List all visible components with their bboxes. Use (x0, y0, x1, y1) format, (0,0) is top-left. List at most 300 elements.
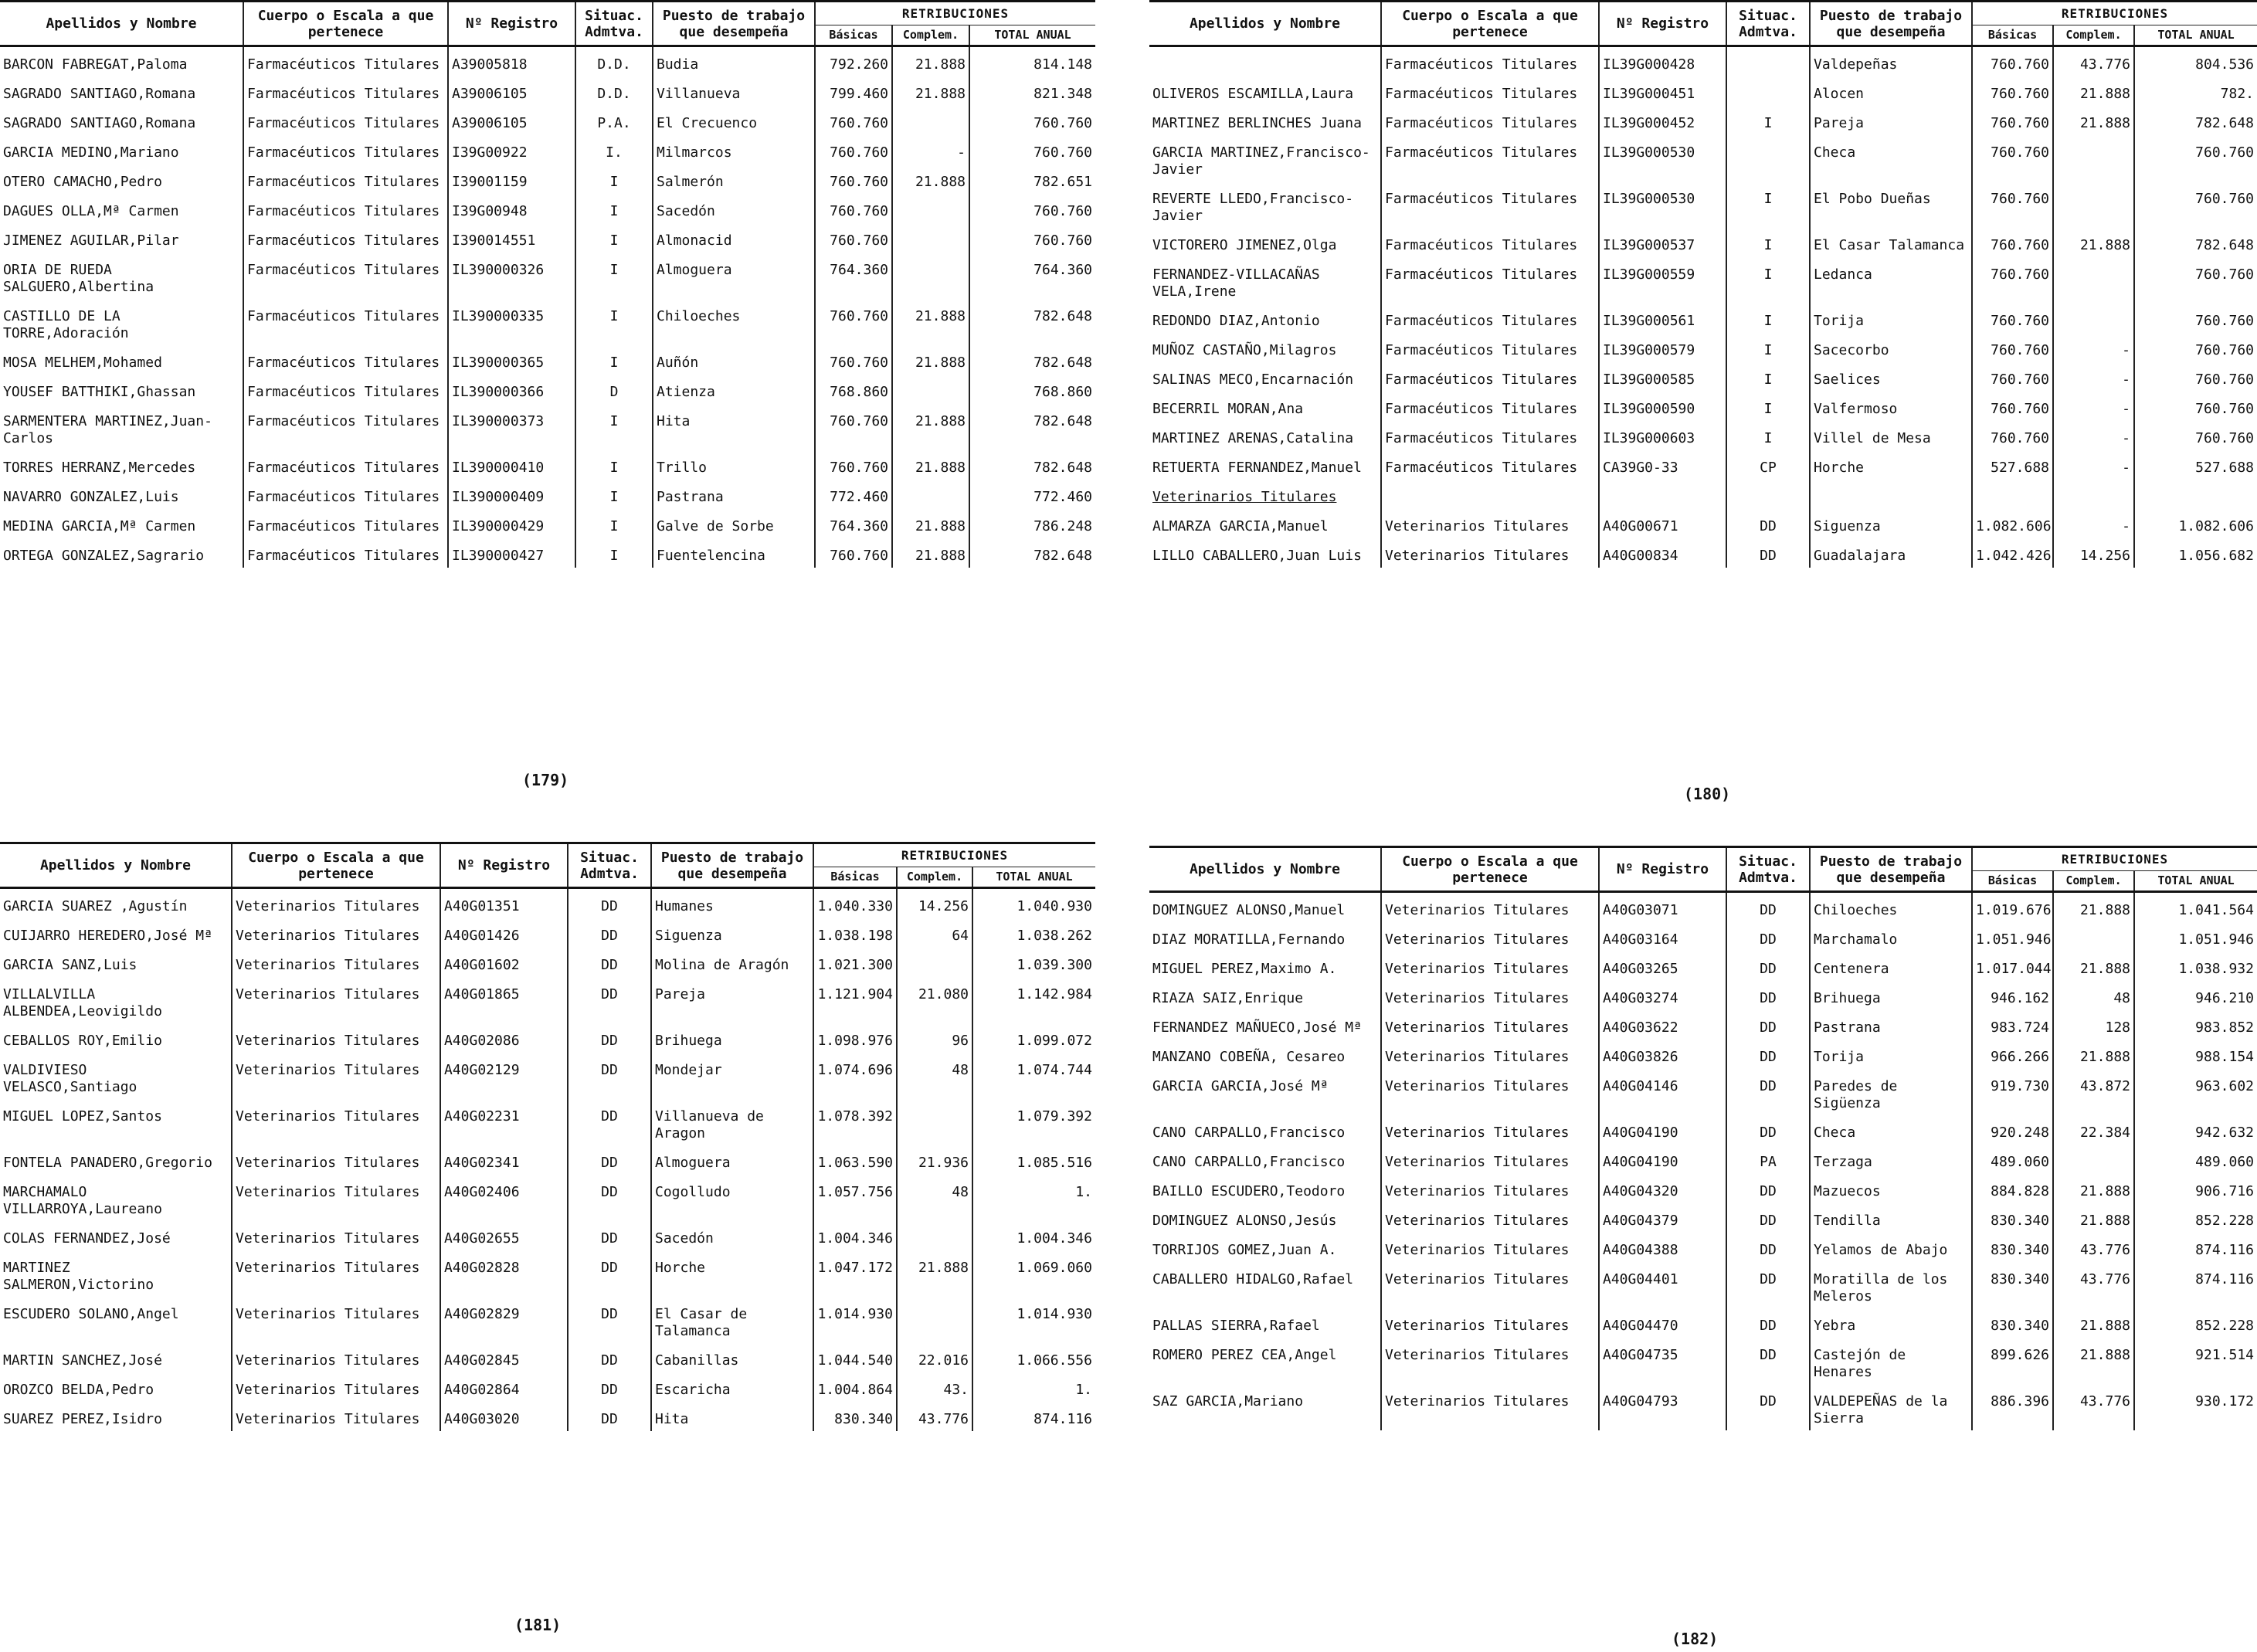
cell-situacion: I (575, 299, 653, 345)
cell-complem (892, 375, 969, 404)
cell-name: VILLALVILLA ALBENDEA,Leovigildo (3, 986, 162, 1019)
cell-situacion: CP (1726, 450, 1810, 480)
cell-situacion: DD (568, 1053, 651, 1099)
cell-registro: A40G02231 (440, 1099, 568, 1145)
cell-total: 782.648 (969, 345, 1095, 375)
cell-name: MEDINA GARCIA,Mª Carmen (3, 518, 196, 534)
cell-cuerpo: Farmacéuticos Titulares (243, 509, 448, 538)
cell-puesto: Checa (1810, 135, 1972, 181)
cell-puesto: Yebra (1810, 1308, 1972, 1338)
cell-situacion: DD (1726, 1115, 1810, 1145)
cell-complem: 21.888 (892, 46, 969, 77)
cell-cuerpo: Veterinarios Titulares (1381, 1384, 1599, 1430)
cell-name: GARCIA GARCIA,José Mª (1152, 1078, 1329, 1094)
cell-cuerpo (1381, 480, 1599, 509)
cell-total: 782. (2134, 76, 2257, 106)
header-puesto: Puesto de trabajo que desempeña (1810, 2, 1972, 46)
cell-complem: - (2053, 421, 2134, 450)
cell-situacion: DD (568, 948, 651, 977)
cell-situacion: DD (1726, 1233, 1810, 1262)
cell-registro: A40G04190 (1599, 1115, 1726, 1145)
cell-basicas: 489.060 (1972, 1145, 2053, 1174)
cell-total: 1.074.744 (972, 1053, 1095, 1099)
cell-total: 1.038.932 (2134, 952, 2257, 981)
cell-puesto: Mondejar (651, 1053, 813, 1099)
cell-registro: A39006105 (448, 76, 575, 106)
cell-name: CUIJARRO HEREDERO,José Mª (3, 928, 212, 944)
header-registro: Nº Registro (1599, 2, 1726, 46)
header-retribuciones: RETRIBUCIONES (1972, 847, 2257, 871)
table-row (1149, 1338, 2257, 1384)
cell-total: 760.760 (2134, 421, 2257, 450)
personnel-table (1149, 0, 2257, 568)
table-row (1149, 952, 2257, 981)
cell-complem: 21.888 (892, 76, 969, 106)
cell-complem: 21.888 (2053, 76, 2134, 106)
cell-puesto: Humanes (651, 888, 813, 919)
cell-cuerpo: Farmacéuticos Titulares (243, 46, 448, 77)
cell-cuerpo: Farmacéuticos Titulares (1381, 421, 1599, 450)
table-row (1149, 480, 2257, 509)
cell-total: 1.040.930 (972, 888, 1095, 919)
table-row (0, 1343, 1095, 1372)
cell-basicas: 1.042.426 (1972, 538, 2053, 568)
cell-cuerpo: Veterinarios Titulares (1381, 1338, 1599, 1384)
cell-cuerpo: Farmacéuticos Titulares (243, 223, 448, 253)
cell-registro: A40G02864 (440, 1372, 568, 1402)
cell-total: 1. (972, 1372, 1095, 1402)
cell-complem: 21.888 (2053, 1174, 2134, 1203)
cell-registro: A40G03071 (1599, 892, 1726, 923)
cell-total: 760.760 (2134, 257, 2257, 304)
cell-puesto: El Casar de Talamanca (651, 1297, 813, 1343)
cell-total: 963.602 (2134, 1069, 2257, 1115)
cell-puesto: Ledanca (1810, 257, 1972, 304)
cell-cuerpo: Farmacéuticos Titulares (1381, 181, 1599, 228)
table-row (0, 76, 1095, 106)
cell-name: BECERRIL MORAN,Ana (1152, 401, 1304, 417)
cell-complem: 96 (897, 1023, 972, 1053)
cell-name: ROMERO PEREZ CEA,Angel (1152, 1347, 1337, 1363)
cell-basicas: 760.760 (1972, 228, 2053, 257)
cell-cuerpo: Veterinarios Titulares (1381, 892, 1599, 923)
header-name: Apellidos y Nombre (1149, 847, 1381, 892)
header-retribuciones: RETRIBUCIONES (1972, 2, 2257, 25)
cell-registro: A39006105 (448, 106, 575, 135)
cell-cuerpo: Farmacéuticos Titulares (243, 450, 448, 480)
table-body (1149, 892, 2257, 1431)
cell-cuerpo: Veterinarios Titulares (232, 1023, 440, 1053)
cell-puesto: Sacedón (651, 1221, 813, 1250)
cell-total: 852.228 (2134, 1308, 2257, 1338)
cell-cuerpo: Veterinarios Titulares (1381, 1010, 1599, 1040)
cell-basicas: 760.760 (815, 538, 892, 568)
header-cuerpo: Cuerpo o Escala a que pertenece (1381, 2, 1599, 46)
cell-complem: 43.872 (2053, 1069, 2134, 1115)
cell-basicas: 760.760 (815, 450, 892, 480)
table-row (0, 1053, 1095, 1099)
page-181 (0, 842, 1095, 1652)
cell-puesto: Torija (1810, 1040, 1972, 1069)
cell-cuerpo: Veterinarios Titulares (1381, 538, 1599, 568)
cell-puesto: Pastrana (653, 480, 815, 509)
cell-name: GARCIA SANZ,Luis (3, 957, 137, 973)
cell-cuerpo: Veterinarios Titulares (1381, 1174, 1599, 1203)
header-cuerpo: Cuerpo o Escala a que pertenece (243, 2, 448, 46)
table-row (1149, 892, 2257, 923)
cell-registro: A40G01351 (440, 888, 568, 919)
header-total: TOTAL ANUAL (972, 867, 1095, 888)
cell-basicas: 760.760 (1972, 257, 2053, 304)
cell-basicas: 1.051.946 (1972, 922, 2053, 952)
cell-basicas: 760.760 (1972, 46, 2053, 77)
table-row (0, 888, 1095, 919)
cell-cuerpo: Farmacéuticos Titulares (243, 165, 448, 194)
table-row (1149, 1262, 2257, 1308)
cell-basicas: 830.340 (1972, 1308, 2053, 1338)
cell-registro: A40G04793 (1599, 1384, 1726, 1430)
header-retribuciones: RETRIBUCIONES (813, 843, 1095, 867)
cell-situacion: DD (1726, 922, 1810, 952)
cell-cuerpo: Veterinarios Titulares (1381, 952, 1599, 981)
table-row (1149, 509, 2257, 538)
cell-name: GARCIA MEDINO,Mariano (3, 144, 179, 161)
cell-puesto: Hita (651, 1402, 813, 1431)
cell-basicas: 1.040.330 (813, 888, 897, 919)
cell-puesto: Chiloeches (1810, 892, 1972, 923)
cell-registro: I39001159 (448, 165, 575, 194)
page-179 (0, 0, 1095, 803)
cell-basicas: 1.098.976 (813, 1023, 897, 1053)
cell-basicas: 1.121.904 (813, 977, 897, 1023)
cell-registro: A40G04470 (1599, 1308, 1726, 1338)
cell-total: 1.056.682 (2134, 538, 2257, 568)
cell-puesto: Horche (651, 1250, 813, 1297)
cell-cuerpo: Veterinarios Titulares (1381, 1069, 1599, 1115)
cell-basicas (1972, 480, 2053, 509)
table-row (1149, 362, 2257, 392)
cell-registro: IL39G000537 (1599, 228, 1726, 257)
cell-complem (892, 223, 969, 253)
cell-total: 1.014.930 (972, 1297, 1095, 1343)
table-row (1149, 1384, 2257, 1430)
cell-basicas: 1.017.044 (1972, 952, 2053, 981)
cell-name: REVERTE LLEDO,Francisco-Javier (1152, 191, 1354, 224)
cell-total: 942.632 (2134, 1115, 2257, 1145)
cell-name: VALDIVIESO VELASCO,Santiago (3, 1062, 137, 1095)
cell-complem: - (892, 135, 969, 165)
header-puesto: Puesto de trabajo que desempeña (653, 2, 815, 46)
cell-name: FERNANDEZ MAÑUECO,José Mª (1152, 1019, 1362, 1036)
cell-puesto: Cabanillas (651, 1343, 813, 1372)
cell-basicas: 760.760 (815, 135, 892, 165)
header-basicas: Básicas (813, 867, 897, 888)
cell-puesto: Chiloeches (653, 299, 815, 345)
cell-basicas: 799.460 (815, 76, 892, 106)
cell-registro: IL390000373 (448, 404, 575, 450)
cell-name: BAILLO ESCUDERO,Teodoro (1152, 1183, 1346, 1199)
cell-name: DAGUES OLLA,Mª Carmen (3, 203, 179, 219)
cell-cuerpo: Veterinarios Titulares (232, 1145, 440, 1175)
cell-situacion: DD (568, 1343, 651, 1372)
cell-puesto: Almoguera (653, 253, 815, 299)
cell-total (2134, 480, 2257, 509)
header-situacion: Situac. Admtva. (1726, 2, 1810, 46)
table-body (0, 46, 1095, 568)
cell-registro: A40G04735 (1599, 1338, 1726, 1384)
cell-situacion: D.D. (575, 76, 653, 106)
cell-puesto: Terzaga (1810, 1145, 1972, 1174)
table-row (0, 1250, 1095, 1297)
cell-total: 946.210 (2134, 981, 2257, 1010)
cell-name: OTERO CAMACHO,Pedro (3, 174, 162, 190)
cell-basicas: 760.760 (815, 345, 892, 375)
cell-total: 760.760 (2134, 333, 2257, 362)
cell-total: 1.085.516 (972, 1145, 1095, 1175)
cell-cuerpo: Veterinarios Titulares (232, 948, 440, 977)
cell-basicas: 760.760 (1972, 392, 2053, 421)
cell-basicas: 760.760 (815, 106, 892, 135)
cell-registro: A40G03622 (1599, 1010, 1726, 1040)
cell-complem: 14.256 (897, 888, 972, 919)
cell-cuerpo: Farmacéuticos Titulares (243, 299, 448, 345)
cell-complem: 48 (2053, 981, 2134, 1010)
cell-puesto: Horche (1810, 450, 1972, 480)
table-row (1149, 450, 2257, 480)
cell-cuerpo: Veterinarios Titulares (1381, 1203, 1599, 1233)
header-name: Apellidos y Nombre (1149, 2, 1381, 46)
cell-situacion: DD (1726, 1338, 1810, 1384)
cell-basicas: 1.044.540 (813, 1343, 897, 1372)
cell-situacion: DD (568, 888, 651, 919)
cell-name: REDONDO DIAZ,Antonio (1152, 313, 1320, 329)
cell-total: 874.116 (2134, 1262, 2257, 1308)
cell-situacion: DD (1726, 1010, 1810, 1040)
cell-registro: CA39G0-33 (1599, 450, 1726, 480)
cell-basicas: 1.074.696 (813, 1053, 897, 1099)
cell-registro: A40G04320 (1599, 1174, 1726, 1203)
cell-total: 782.648 (969, 404, 1095, 450)
cell-complem (2053, 181, 2134, 228)
cell-situacion: I (1726, 228, 1810, 257)
cell-total: 906.716 (2134, 1174, 2257, 1203)
cell-name: MARTINEZ SALMERON,Victorino (3, 1260, 154, 1293)
cell-name: YOUSEF BATTHIKI,Ghassan (3, 384, 196, 400)
cell-name: SAZ GARCIA,Mariano (1152, 1393, 1304, 1409)
table-row (0, 948, 1095, 977)
cell-registro: IL390000326 (448, 253, 575, 299)
cell-registro: A40G02828 (440, 1250, 568, 1297)
cell-situacion: DD (1726, 538, 1810, 568)
cell-registro: A40G00834 (1599, 538, 1726, 568)
header-situacion: Situac. Admtva. (568, 843, 651, 888)
table-row (0, 194, 1095, 223)
cell-basicas: 1.004.346 (813, 1221, 897, 1250)
cell-complem: 43. (897, 1372, 972, 1402)
cell-basicas: 830.340 (1972, 1233, 2053, 1262)
cell-registro: A39005818 (448, 46, 575, 77)
cell-registro: IL390000366 (448, 375, 575, 404)
cell-cuerpo: Veterinarios Titulares (232, 1221, 440, 1250)
cell-name: SAGRADO SANTIAGO,Romana (3, 86, 196, 102)
cell-total: 930.172 (2134, 1384, 2257, 1430)
cell-complem (892, 480, 969, 509)
table-row (0, 345, 1095, 375)
cell-cuerpo: Veterinarios Titulares (232, 1343, 440, 1372)
cell-complem: 21.888 (2053, 1308, 2134, 1338)
cell-basicas: 792.260 (815, 46, 892, 77)
cell-puesto: Torija (1810, 304, 1972, 333)
page-number: (182) (1672, 1630, 1719, 1648)
header-total: TOTAL ANUAL (2134, 871, 2257, 892)
cell-registro: A40G03164 (1599, 922, 1726, 952)
cell-complem: 21.888 (2053, 1203, 2134, 1233)
cell-complem: 21.888 (892, 345, 969, 375)
cell-registro: A40G04379 (1599, 1203, 1726, 1233)
personnel-table (0, 842, 1095, 1431)
cell-total: 760.760 (969, 106, 1095, 135)
table-row (1149, 333, 2257, 362)
cell-puesto: El Crecuenco (653, 106, 815, 135)
cell-basicas: 760.760 (1972, 135, 2053, 181)
cell-situacion: DD (1726, 981, 1810, 1010)
cell-situacion: DD (568, 977, 651, 1023)
cell-name: CASTILLO DE LA TORRE,Adoración (3, 308, 129, 341)
cell-basicas: 760.760 (815, 194, 892, 223)
cell-situacion: DD (568, 1023, 651, 1053)
cell-total: 782.648 (2134, 106, 2257, 135)
cell-situacion: DD (1726, 892, 1810, 923)
cell-name: FERNANDEZ-VILLACAÑAS VELA,Irene (1152, 266, 1320, 300)
table-row (1149, 181, 2257, 228)
cell-complem (897, 948, 972, 977)
cell-cuerpo: Farmacéuticos Titulares (1381, 106, 1599, 135)
cell-total: 1.069.060 (972, 1250, 1095, 1297)
table-row (1149, 135, 2257, 181)
cell-name: ESCUDERO SOLANO,Angel (3, 1306, 179, 1322)
cell-cuerpo: Veterinarios Titulares (1381, 922, 1599, 952)
cell-registro: A40G01602 (440, 948, 568, 977)
cell-complem: - (2053, 392, 2134, 421)
cell-basicas: 1.047.172 (813, 1250, 897, 1297)
cell-name: DOMINGUEZ ALONSO,Manuel (1152, 902, 1346, 918)
cell-puesto: Castejón de Henares (1810, 1338, 1972, 1384)
cell-name: TORRES HERRANZ,Mercedes (3, 460, 196, 476)
cell-total: 782.648 (2134, 228, 2257, 257)
cell-name: ORIA DE RUEDA SALGUERO,Albertina (3, 262, 154, 295)
cell-basicas: 760.760 (1972, 421, 2053, 450)
cell-total: 821.348 (969, 76, 1095, 106)
table-row (0, 223, 1095, 253)
cell-total: 1. (972, 1175, 1095, 1221)
cell-cuerpo: Farmacéuticos Titulares (1381, 46, 1599, 77)
cell-situacion: DD (1726, 1262, 1810, 1308)
cell-situacion: I (1726, 106, 1810, 135)
table-row (1149, 106, 2257, 135)
cell-situacion: DD (1726, 1040, 1810, 1069)
header-registro: Nº Registro (440, 843, 568, 888)
cell-puesto: Moratilla de los Meleros (1810, 1262, 1972, 1308)
cell-complem: 22.016 (897, 1343, 972, 1372)
cell-cuerpo: Veterinarios Titulares (232, 888, 440, 919)
cell-complem (2053, 257, 2134, 304)
cell-total: 1.082.606 (2134, 509, 2257, 538)
table-row (0, 165, 1095, 194)
cell-basicas: 760.760 (1972, 333, 2053, 362)
cell-complem: 21.888 (2053, 228, 2134, 257)
cell-situacion: I (1726, 362, 1810, 392)
cell-puesto: Centenera (1810, 952, 1972, 981)
cell-total: 772.460 (969, 480, 1095, 509)
cell-cuerpo: Veterinarios Titulares (1381, 509, 1599, 538)
cell-puesto: Valfermoso (1810, 392, 1972, 421)
cell-cuerpo: Veterinarios Titulares (1381, 1308, 1599, 1338)
cell-name: BARCON FABREGAT,Paloma (3, 56, 188, 73)
cell-total: 1.099.072 (972, 1023, 1095, 1053)
cell-complem: 21.888 (2053, 1040, 2134, 1069)
personnel-table (1149, 846, 2257, 1430)
table-row (0, 253, 1095, 299)
cell-registro: IL39G000585 (1599, 362, 1726, 392)
cell-registro: IL390000410 (448, 450, 575, 480)
cell-complem (897, 1099, 972, 1145)
header-complem: Complem. (892, 25, 969, 46)
cell-registro: A40G03020 (440, 1402, 568, 1431)
cell-name: FONTELA PANADERO,Gregorio (3, 1155, 212, 1171)
cell-total: 1.004.346 (972, 1221, 1095, 1250)
cell-cuerpo: Farmacéuticos Titulares (243, 253, 448, 299)
cell-basicas: 527.688 (1972, 450, 2053, 480)
cell-name: MOSA MELHEM,Mohamed (3, 354, 162, 371)
cell-registro: IL39G000590 (1599, 392, 1726, 421)
cell-complem: 43.776 (897, 1402, 972, 1431)
cell-registro: A40G01426 (440, 918, 568, 948)
cell-situacion: DD (568, 1221, 651, 1250)
cell-cuerpo: Farmacéuticos Titulares (1381, 333, 1599, 362)
cell-complem: 21.080 (897, 977, 972, 1023)
cell-cuerpo: Veterinarios Titulares (232, 1402, 440, 1431)
header-retribuciones: RETRIBUCIONES (815, 2, 1095, 25)
cell-complem: 21.888 (892, 538, 969, 568)
cell-total: 804.536 (2134, 46, 2257, 77)
cell-name: PALLAS SIERRA,Rafael (1152, 1318, 1320, 1334)
cell-puesto: Marchamalo (1810, 922, 1972, 952)
cell-basicas: 1.021.300 (813, 948, 897, 977)
cell-name: TORRIJOS GOMEZ,Juan A. (1152, 1242, 1337, 1258)
cell-complem: 43.776 (2053, 1262, 2134, 1308)
cell-situacion: I (575, 538, 653, 568)
cell-puesto: Pareja (651, 977, 813, 1023)
header-basicas: Básicas (1972, 871, 2053, 892)
cell-puesto: Sacedón (653, 194, 815, 223)
cell-situacion: I (575, 223, 653, 253)
table-row (1149, 421, 2257, 450)
cell-registro: A40G04401 (1599, 1262, 1726, 1308)
header-situacion: Situac. Admtva. (575, 2, 653, 46)
cell-puesto: Guadalajara (1810, 538, 1972, 568)
cell-puesto: El Casar Talamanca (1810, 228, 1972, 257)
cell-basicas: 983.724 (1972, 1010, 2053, 1040)
cell-puesto: Pareja (1810, 106, 1972, 135)
cell-basicas: 760.760 (815, 404, 892, 450)
cell-name: LILLO CABALLERO,Juan Luis (1152, 548, 1362, 564)
cell-total: 852.228 (2134, 1203, 2257, 1233)
cell-cuerpo: Farmacéuticos Titulares (243, 404, 448, 450)
cell-basicas: 1.004.864 (813, 1372, 897, 1402)
cell-puesto: Budia (653, 46, 815, 77)
cell-complem: 21.888 (2053, 892, 2134, 923)
cell-name: RIAZA SAIZ,Enrique (1152, 990, 1304, 1006)
